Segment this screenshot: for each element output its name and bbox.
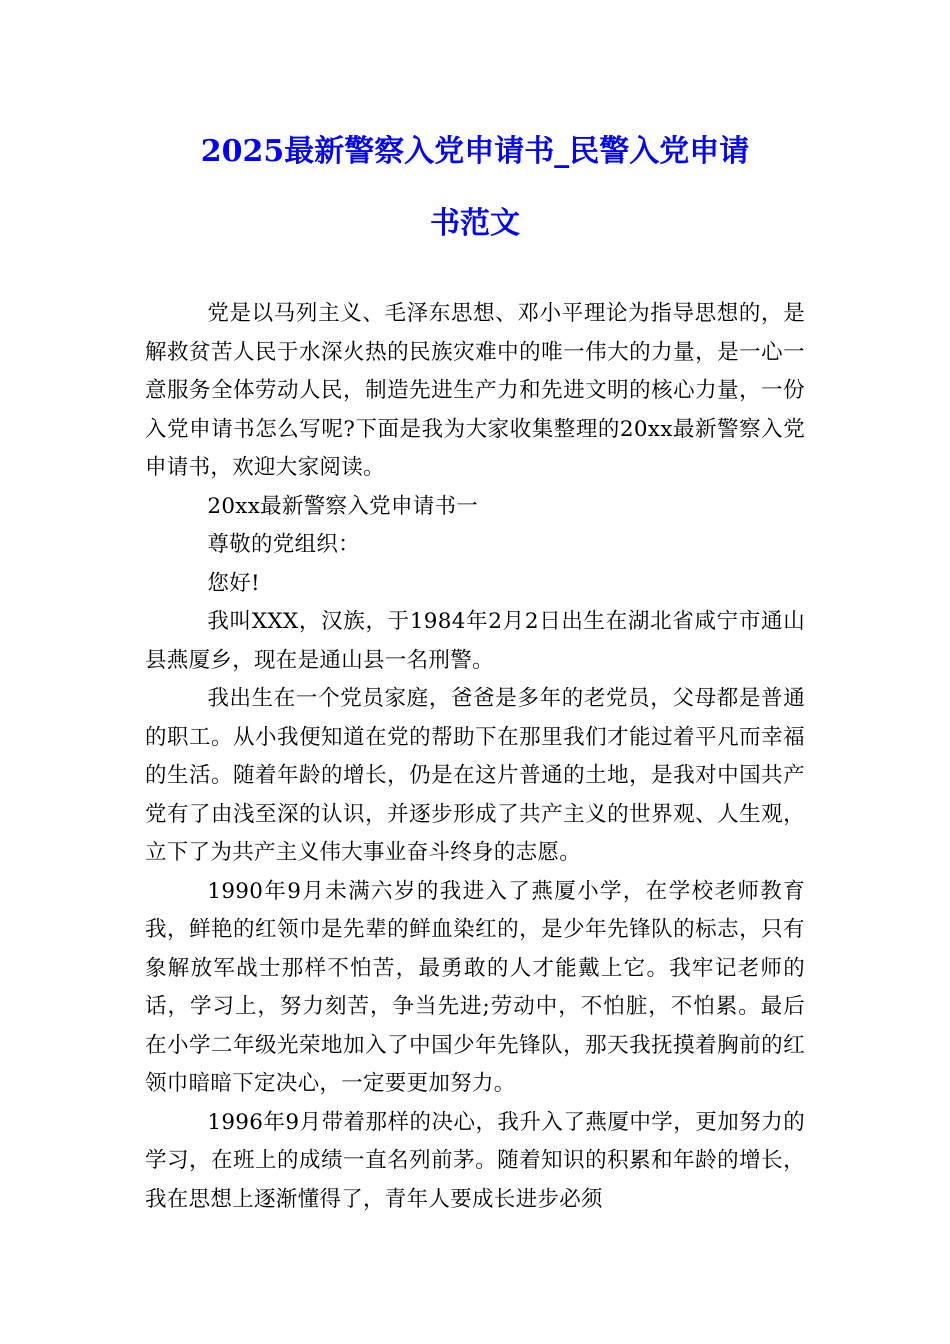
paragraph-subheading: 20xx最新警察入党申请书一 bbox=[207, 493, 479, 519]
paragraph-primary-school: 1990年9月未满六岁的我进入了燕厦小学，在学校老师教育我，鲜艳的红领巾是先辈的鲜血染红的，是少年先锋队的标志，只有象解放军战士那样不怕苦，最勇敢的人才能戴上它。我牢记老师的话，学习上，努力刻苦，争当先进;劳动中，不怕脏，不怕累。最后在小学二年级光荣地加入了中国少年先锋队，那天我抚摸着胸前的红领巾暗暗下定决心，一定要更加努力。 bbox=[145, 878, 805, 1096]
paragraph-intro: 党是以马列主义、毛泽东思想、邓小平理论为指导思想的，是解救贫苦人民于水深火热的民族灾难中的唯一伟大的力量，是一心一意服务全体劳动人民，制造先进生产力和先进文明的核心力量，一份入党申请书怎么写呢?下面是我为大家收集整理的20xx最新警察入党申请书，欢迎大家阅读。 bbox=[145, 301, 805, 480]
paragraph-middle-school: 1996年9月带着那样的决心，我升入了燕厦中学，更加努力的学习，在班上的成绩一直名列前茅。随着知识的积累和年龄的增长，我在思想上逐渐懂得了，青年人要成长进步必须 bbox=[145, 1109, 805, 1212]
document-title-line-2: 书范文 bbox=[430, 206, 520, 241]
paragraph-salutation: 尊敬的党组织： bbox=[207, 532, 360, 557]
document-title-line-1: 2025最新警察入党申请书_民警入党申请 bbox=[200, 134, 750, 169]
paragraph-self-introduction: 我叫XXX，汉族，于1984年2月2日出生在湖北省咸宁市通山县燕厦乡，现在是通山县一名刑警。 bbox=[145, 609, 805, 673]
document-body bbox=[145, 295, 805, 1219]
paragraph-family-background: 我出生在一个党员家庭，爸爸是多年的老党员，父母都是普通的职工。从小我便知道在党的帮助下在那里我们才能过着平凡而幸福的生活。随着年龄的增长，仍是在这片普通的土地，是我对中国共产党有了由浅至深的认识，并逐步形成了共产主义的世界观、人生观，立下了为共产主义伟大事业奋斗终身的志愿。 bbox=[145, 686, 805, 865]
paragraph-greeting: 您好! bbox=[207, 570, 260, 596]
